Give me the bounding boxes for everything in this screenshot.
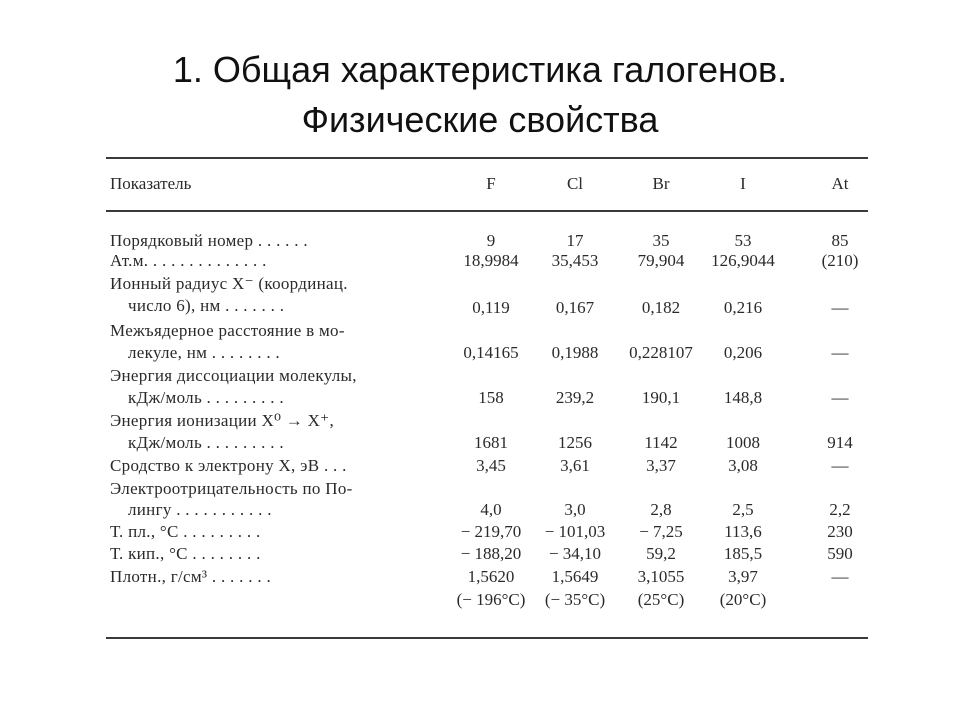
row-label-line: лекуле, нм . . . . . . . . <box>128 343 280 362</box>
table-cell: 3,45 <box>476 456 506 475</box>
row-label-line: Ат.м. . . . . . . . . . . . . . <box>110 251 267 270</box>
table-cell: 0,119 <box>472 298 510 317</box>
table-cell: 35 <box>652 231 670 250</box>
row-label-line: Ионный радиус X⁻ (координац. <box>110 274 348 293</box>
row-label-line: Сродство к электрону X, эВ . . . <box>110 456 347 475</box>
table-cell: 1,5649 <box>551 567 599 586</box>
table-cell: (25°С) <box>637 590 685 609</box>
table-cell: − 188,20 <box>460 544 522 563</box>
table-cell: 3,97 <box>728 567 758 586</box>
table-cell: 0,216 <box>723 298 763 317</box>
table-cell: 4,0 <box>480 500 502 519</box>
row-label-line: Порядковый номер . . . . . . <box>110 231 308 250</box>
table-cell: 0,228107 <box>629 343 693 362</box>
table-cell: 3,61 <box>560 456 590 475</box>
table-cell: 3,1055 <box>637 567 685 586</box>
row-label-line: Плотн., г/см³ . . . . . . . <box>110 567 272 586</box>
table-top-rule <box>106 157 868 159</box>
table-cell: 1008 <box>726 433 760 452</box>
row-label-line: кДж/моль . . . . . . . . . <box>128 388 284 407</box>
table-cell: 3,0 <box>564 500 586 519</box>
table-header-rule <box>106 210 868 212</box>
table-cell: 190,1 <box>641 388 681 407</box>
table-cell: 2,5 <box>732 500 754 519</box>
table-cell: (210) <box>821 251 859 270</box>
table-cell: 230 <box>827 522 853 541</box>
table-cell: 1,5620 <box>467 567 515 586</box>
table-cell: − 7,25 <box>639 522 683 541</box>
table-cell: 158 <box>478 388 504 407</box>
table-cell: 148,8 <box>723 388 763 407</box>
table-cell: 0,167 <box>555 298 595 317</box>
header-At: At <box>831 174 849 193</box>
header-I: I <box>740 174 746 193</box>
table-cell: — <box>831 456 849 475</box>
table-cell: — <box>831 567 849 586</box>
row-label-line: Межъядерное расстояние в мо- <box>110 321 345 340</box>
table-cell: 53 <box>734 231 752 250</box>
table-cell: 0,206 <box>723 343 763 362</box>
table-cell: 2,2 <box>829 500 851 519</box>
table-cell: (20°С) <box>719 590 767 609</box>
table-cell: — <box>831 343 849 362</box>
table-cell: 18,9984 <box>463 251 519 270</box>
table-bottom-rule <box>106 637 868 639</box>
header-F: F <box>486 174 496 193</box>
table-cell: — <box>831 298 849 317</box>
table-cell: 239,2 <box>555 388 595 407</box>
row-label-line: лингу . . . . . . . . . . . <box>128 500 272 519</box>
row-label-line: Т. кип., °С . . . . . . . . <box>110 544 261 563</box>
table-cell: − 219,70 <box>460 522 522 541</box>
table-cell: 590 <box>827 544 853 563</box>
row-label-line: число 6), нм . . . . . . . <box>128 296 285 315</box>
table-cell: − 101,03 <box>544 522 606 541</box>
table-cell: 1681 <box>474 433 508 452</box>
table-cell: 0,14165 <box>463 343 519 362</box>
row-label-line: кДж/моль . . . . . . . . . <box>128 433 284 452</box>
slide-title-line1: 1. Общая характеристика галогенов. <box>172 49 788 90</box>
table-cell: 35,453 <box>551 251 599 270</box>
table-cell: 9 <box>486 231 496 250</box>
table-cell: 3,37 <box>646 456 676 475</box>
row-label-line: Энергия ионизации X⁰ → X⁺, <box>110 411 334 430</box>
header-Cl: Cl <box>566 174 584 193</box>
table-cell: — <box>831 388 849 407</box>
header-Br: Br <box>652 174 670 193</box>
table-cell: 59,2 <box>646 544 676 563</box>
table-cell: 1256 <box>558 433 592 452</box>
header-indicator: Показатель <box>110 174 192 193</box>
table-cell: 914 <box>827 433 853 452</box>
table-cell: 0,1988 <box>551 343 599 362</box>
table-cell: (− 196°С) <box>456 590 526 609</box>
slide-title-line2: Физические свойства <box>301 99 659 140</box>
table-cell: 1142 <box>644 433 678 452</box>
table-cell: 2,8 <box>650 500 672 519</box>
table-cell: 185,5 <box>723 544 763 563</box>
row-label-line: Т. пл., °С . . . . . . . . . <box>110 522 261 541</box>
table-cell: 17 <box>566 231 584 250</box>
table-cell: 126,9044 <box>711 251 775 270</box>
table-cell: 85 <box>831 231 849 250</box>
table-cell: 0,182 <box>641 298 681 317</box>
table-cell: 113,6 <box>724 522 762 541</box>
table-cell: − 34,10 <box>548 544 602 563</box>
table-cell: 3,08 <box>728 456 758 475</box>
row-label-line: Электроотрицательность по По- <box>110 479 353 498</box>
table-cell: (− 35°С) <box>544 590 606 609</box>
table-cell: 79,904 <box>637 251 685 270</box>
row-label-line: Энергия диссоциации молекулы, <box>110 366 357 385</box>
